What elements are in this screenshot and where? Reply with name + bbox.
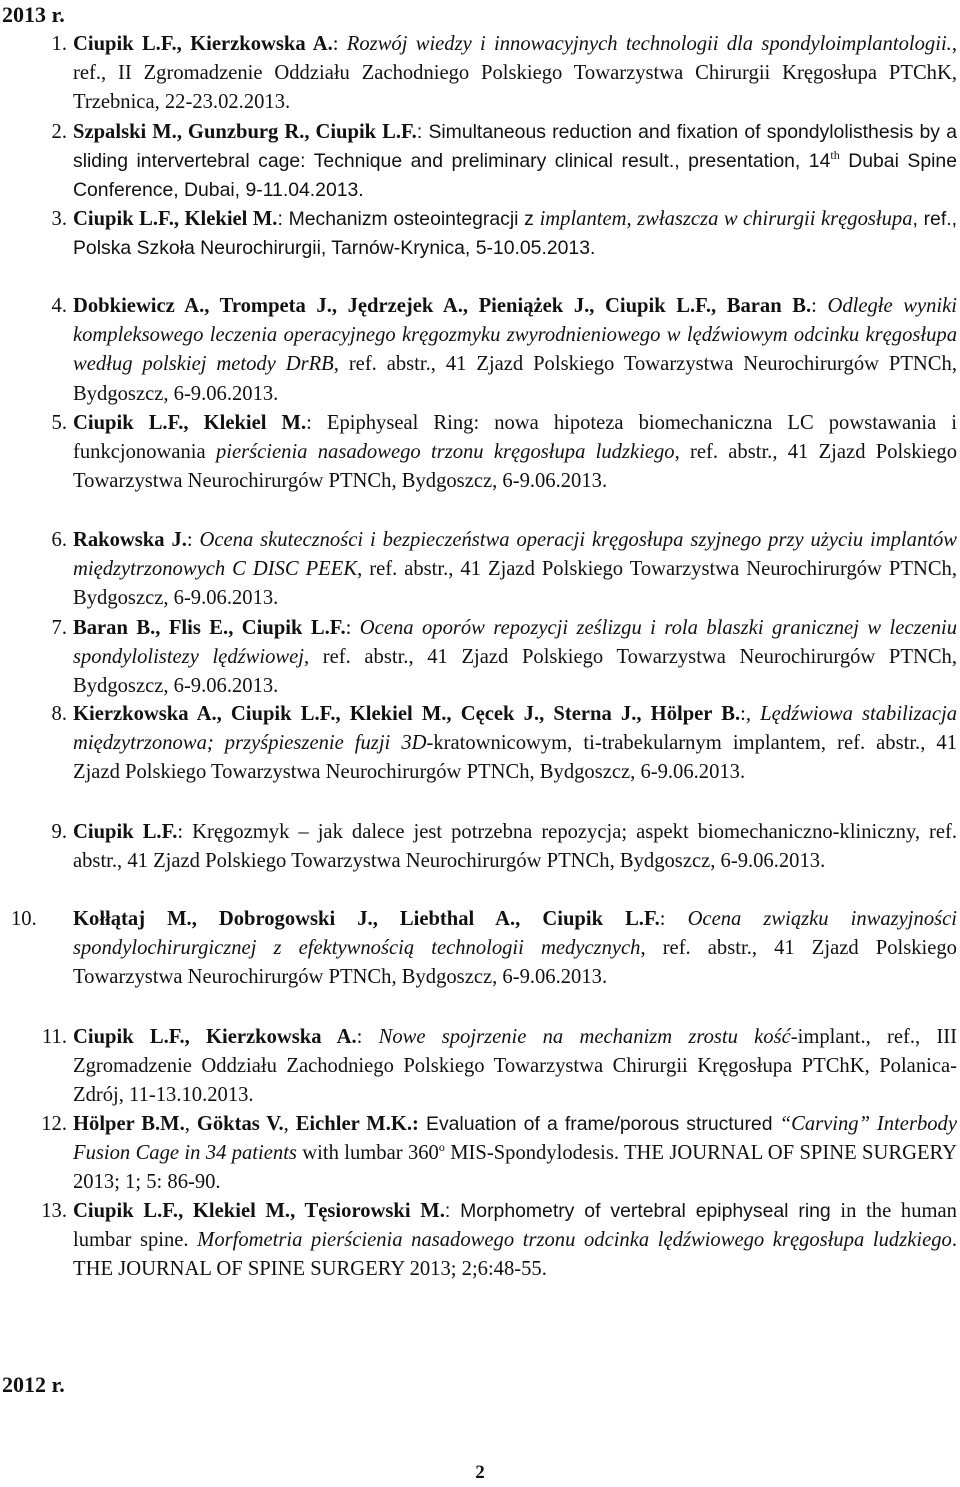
reference-text: , [283, 1113, 296, 1135]
reference-authors: Ciupik L.F., Klekiel M., Tęsiorowski M. [73, 1200, 445, 1222]
reference-text: with lumbar 360 [296, 1142, 439, 1165]
reference-item [41, 1110, 958, 1198]
reference-title: implantem, zwłaszcza w chirurgii kręgosłupa [539, 208, 913, 230]
reference-text: : Epiphyseal Ring: nowa hipoteza biomechaniczna LC powstawania i funkcjonowania [73, 412, 958, 464]
reference-text: , ref. abstr., 41 Zjazd Polskiego Towarzystwa Neurochirurgów PTNCh, Bydgoszcz, 6-9.06.2013. [73, 558, 958, 610]
reference-number: 12. [41, 1113, 67, 1135]
reference-authors: Eichler M.K.: [295, 1113, 419, 1135]
reference-text: : [345, 617, 360, 639]
reference-authors: Baran B., Flis E., Ciupik L.F. [73, 617, 346, 639]
reference-text: : Simultaneous reduction and fixation of spondylolisthesis by a sliding intervertebral cage: Technique and preliminary clinical result., presentation, 14 [73, 121, 957, 173]
reference-item [51, 30, 957, 118]
reference-item [51, 118, 957, 206]
reference-text: , ref., II Zgromadzenie Oddziału Zachodniego Polskiego Towarzystwa Chirurgii Kręgosłupa PTChK, Trzebnica, 22-23.02.2013. [73, 33, 957, 114]
reference-number: 1. [51, 33, 67, 55]
reference-title: Morfometria pierścienia nasadowego trzonu odcinka lędźwiowego kręgosłupa ludzkiego [197, 1229, 952, 1252]
reference-text: :, [740, 703, 761, 725]
reference-number: 6. [51, 529, 67, 551]
reference-number: 10. [11, 908, 37, 930]
reference-authors: Kołłątaj M., Dobrogowski J., Liebthal A., Ciupik L.F. [73, 908, 660, 930]
reference-title: pierścienia nasadowego trzonu kręgosłupa ludzkiego [215, 441, 675, 464]
reference-text: : [332, 33, 347, 55]
reference-text: : Kręgozmyk – jak dalece jest potrzebna repozycja; aspekt biomechaniczno-kliniczny, ref. abstr., 41 Zjazd Polskiego Towarzystwa Neurochirurgów PTNCh, Bydgoszcz, 6-9.06.2013. [73, 821, 957, 873]
reference-title: Ocena związku inwazyjności spondylochirurgicznej z efektywnością technologii medycznych [73, 908, 957, 960]
reference-item [41, 1197, 957, 1285]
reference-text: , ref. abstr., 41 Zjazd Polskiego Towarzystwa Neurochirurgów PTNCh, Bydgoszcz, 6-9.06.2013. [73, 441, 957, 493]
reference-number: 5. [51, 412, 67, 434]
reference-authors: Ciupik L.F., Kierzkowska A. [73, 1026, 357, 1048]
reference-authors: Hölper B.M. [73, 1113, 185, 1135]
reference-authors: Szpalski M., Gunzburg R., Ciupik L.F. [73, 121, 417, 143]
reference-text: : Mechanizm osteointegracji z [277, 208, 540, 230]
reference-item [51, 700, 957, 788]
reference-authors: Ciupik L.F., Klekiel M. [73, 208, 278, 230]
reference-item [42, 1023, 957, 1111]
section-heading-2013: 2013 r. [2, 2, 65, 27]
reference-text: , ref. abstr., 41 Zjazd Polskiego Towarzystwa Neurochirurgów PTNCh, Bydgoszcz, 6-9.06.2013. [73, 353, 957, 405]
reference-number: 13. [41, 1200, 67, 1222]
reference-text: MIS-Spondylodesis. THE JOURNAL OF SPINE SURGERY 2013; 1; 5: 86-90. [73, 1142, 958, 1194]
reference-item [51, 205, 957, 263]
reference-authors: Kierzkowska A., Ciupik L.F., Klekiel M., Cęcek J., Sterna J., Hölper B. [73, 703, 741, 725]
reference-number: 7. [51, 617, 67, 639]
reference-text: , ref. abstr., 41 Zjazd Polskiego Towarzystwa Neurochirurgów PTNCh, Bydgoszcz, 6-9.06.2013. [73, 646, 958, 698]
reference-text: : Morphometry of vertebral epiphyseal ring [444, 1200, 831, 1222]
reference-authors: Ciupik L.F., Klekiel M. [73, 412, 307, 434]
reference-text: : [659, 908, 688, 930]
reference-text: Dubai Spine Conference, Dubai, 9-11.04.2013. [73, 150, 957, 202]
reference-text: , [184, 1113, 197, 1135]
reference-number: 8. [51, 703, 67, 725]
reference-title: Ocena skuteczności i bezpieczeństwa operacji kręgosłupa szyjnego przy użyciu implantów międzytrzonowych C DISC PEEK [73, 529, 957, 581]
reference-text: . THE JOURNAL OF SPINE SURGERY 2013; 2;6:48-55. [73, 1229, 957, 1281]
reference-item [51, 818, 957, 876]
reference-item [11, 905, 957, 993]
reference-text: -implant., ref., III Zgromadzenie Oddziału Zachodniego Polskiego Towarzystwa Chirurgii Kręgosłupa PTChK, Polanica-Zdrój, 11-13.10.2013. [73, 1026, 957, 1107]
reference-text: : [186, 529, 200, 551]
reference-item [51, 409, 958, 497]
reference-authors: Ciupik L.F., Kierzkowska A. [73, 33, 333, 55]
superscript: th [830, 148, 840, 163]
reference-authors: Dobkiewicz A., Trompeta J., Jędrzejek A., Pieniążek J., Ciupik L.F., Baran B. [73, 295, 812, 317]
reference-item [51, 614, 958, 702]
reference-item [51, 526, 958, 614]
reference-number: 3. [51, 208, 67, 230]
reference-authors: Göktas V. [196, 1113, 284, 1135]
reference-title: Odległe wyniki kompleksowego leczenia operacyjnego kręgozmyku zwyrodnieniowego w lędźwiowym odcinku kręgosłupa według polskiej metody DrRB [73, 295, 957, 376]
reference-number: 11. [42, 1026, 67, 1048]
reference-text: , ref., Polska Szkoła Neurochirurgii, Tarnów-Krynica, 5-10.05.2013. [73, 208, 957, 260]
reference-title: “Carving” Interbody Fusion Cage in 34 patients [73, 1113, 957, 1165]
page-number: 2 [475, 1462, 485, 1483]
reference-number: 4. [51, 295, 67, 317]
reference-number: 2. [51, 121, 67, 143]
reference-text: : [811, 295, 828, 317]
reference-title: Ocena oporów repozycji ześlizgu i rola blaszki granicznej w leczeniu spondylolistezy lędźwiowej [73, 617, 958, 669]
reference-authors: Rakowska J. [73, 529, 187, 551]
reference-item [51, 292, 957, 409]
reference-text: , ref. abstr., 41 Zjazd Polskiego Towarzystwa Neurochirurgów PTNCh, Bydgoszcz, 6-9.06.2013. [73, 937, 957, 989]
section-heading-2012: 2012 r. [2, 1372, 65, 1397]
reference-title: Lędźwiowa stabilizacja międzytrzonowa; przyśpieszenie fuzji 3D [73, 703, 957, 755]
superscript: o [438, 1140, 445, 1155]
reference-title: Rozwój wiedzy i innowacyjnych technologii dla spondyloimplantologii. [346, 33, 952, 55]
reference-title: Nowe spojrzenie na mechanizm zrostu kość [378, 1026, 791, 1048]
reference-text: : [356, 1026, 379, 1048]
reference-authors: Ciupik L.F. [73, 821, 178, 843]
reference-text: in the human lumbar spine. [73, 1200, 957, 1252]
reference-text: -kratownicowym, ti-trabekularnym implantem, ref. abstr., 41 Zjazd Polskiego Towarzystwa Neurochirurgów PTNCh, Bydgoszcz, 6-9.06.2013. [73, 732, 957, 784]
reference-text: Evaluation of a frame/porous structured [418, 1113, 780, 1135]
reference-number: 9. [51, 821, 67, 843]
